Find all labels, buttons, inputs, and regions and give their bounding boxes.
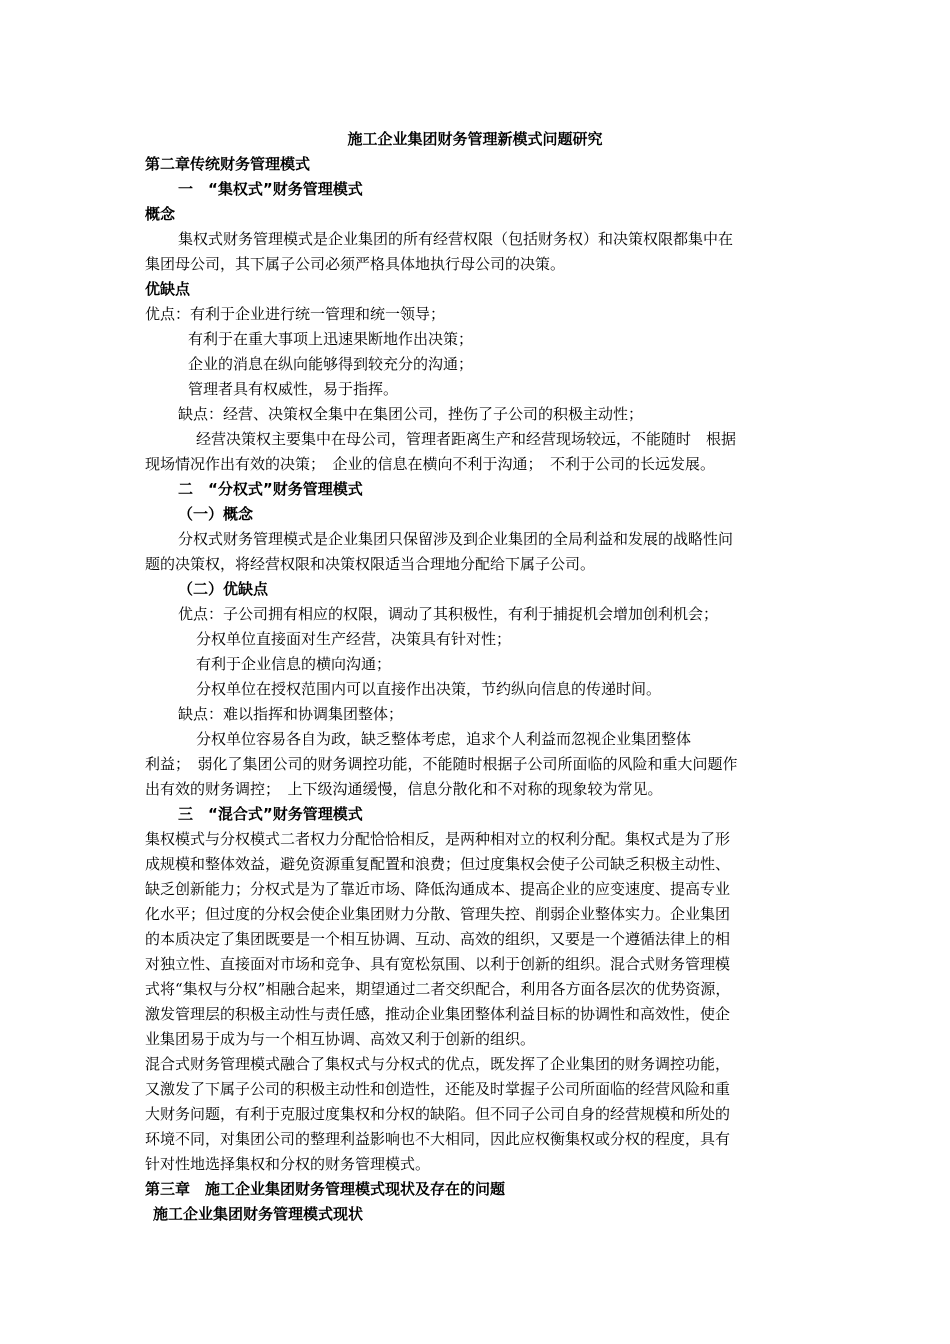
paragraph-line: 缺点：经营、决策权全集中在集团公司，挫伤了子公司的积极主动性；: [178, 405, 644, 423]
paragraph-line: 的本质决定了集团既要是一个相互协调、互动、高效的组织，又要是一个遵循法律上的相: [145, 930, 731, 948]
paragraph-line: 大财务问题，有利于克服过度集权和分权的缺陷。但不同子公司自身的经营规模和所处的: [145, 1105, 731, 1123]
paragraph-line: 现场情况作出有效的决策； 企业的信息在横向不利于沟通； 不利于公司的长远发展。: [145, 455, 716, 473]
chapter-3-heading: 第三章 施工企业集团财务管理模式现状及存在的问题: [145, 1180, 506, 1198]
paragraph-line: 混合式财务管理模式融合了集权式与分权式的优点，既发挥了企业集团的财务调控功能，: [145, 1055, 731, 1073]
paragraph-line: 化水平；但过度的分权会使企业集团财力分散、管理失控、削弱企业整体实力。企业集团: [145, 905, 731, 923]
paragraph-line: 分权单位容易各自为政，缺乏整体考虑，追求个人利益而忽视企业集团整体: [196, 730, 692, 748]
section-2-heading: 二 “分权式”财务管理模式: [178, 480, 363, 498]
paragraph-line: 分权单位直接面对生产经营，决策具有针对性；: [196, 630, 512, 648]
paragraph-line: 集团母公司，其下属子公司必须严格具体地执行母公司的决策。: [145, 255, 566, 273]
section-1-proscons-label: 优缺点: [145, 280, 191, 298]
paragraph-line: 集权模式与分权模式二者权力分配恰恰相反，是两种相对立的权利分配。集权式是为了形: [145, 830, 731, 848]
paragraph-line: 对独立性、直接面对市场和竞争、具有宽松氛围、以利于创新的组织。混合式财务管理模: [145, 955, 731, 973]
paragraph-line: 分权式财务管理模式是企业集团只保留涉及到企业集团的全局利益和发展的战略性问: [178, 530, 734, 548]
paragraph-line: 式将“集权与分权”相融合起来，期望通过二者交织配合，利用各方面各层次的优势资源，: [145, 980, 731, 998]
paragraph-line: 缺乏创新能力；分权式是为了靠近市场、降低沟通成本、提高企业的应变速度、提高专业: [145, 880, 731, 898]
paragraph-line: 利益； 弱化了集团公司的财务调控功能，不能随时根据子公司所面临的风险和重大问题作: [145, 755, 738, 773]
paragraph-line: 优点：有利于企业进行统一管理和统一领导；: [145, 305, 446, 323]
chapter-3-subheading: 施工企业集团财务管理模式现状: [153, 1205, 364, 1223]
section-1-heading: 一 “集权式”财务管理模式: [178, 180, 363, 198]
paragraph-line: 出有效的财务调控； 上下级沟通缓慢，信息分散化和不对称的现象较为常见。: [145, 780, 663, 798]
paragraph-line: 管理者具有权威性，易于指挥。: [188, 380, 399, 398]
paragraph-line: 企业的消息在纵向能够得到较充分的沟通；: [188, 355, 474, 373]
paragraph-line: 经营决策权主要集中在母公司，管理者距离生产和经营现场较远，不能随时 根据: [196, 430, 737, 448]
chapter-2-heading: 第二章传统财务管理模式: [145, 155, 311, 173]
paragraph-line: 有利于在重大事项上迅速果断地作出决策；: [188, 330, 474, 348]
paragraph-line: 有利于企业信息的横向沟通；: [196, 655, 392, 673]
paragraph-line: 成规模和整体效益，避免资源重复配置和浪费；但过度集权会使子公司缺乏积极主动性、: [145, 855, 731, 873]
paragraph-line: 优点：子公司拥有相应的权限，调动了其积极性，有利于捕捉机会增加创利机会；: [178, 605, 719, 623]
paragraph-line: 业集团易于成为与一个相互协调、高效又利于创新的组织。: [145, 1030, 536, 1048]
paragraph-line: 缺点：难以指挥和协调集团整体；: [178, 705, 404, 723]
paragraph-line: 分权单位在授权范围内可以直接作出决策，节约纵向信息的传递时间。: [196, 680, 662, 698]
section-2-concept-label: （一）概念: [178, 505, 254, 523]
section-2-proscons-label: （二）优缺点: [178, 580, 269, 598]
paragraph-line: 激发管理层的积极主动性与责任感，推动企业集团整体利益目标的协调性和高效性，使企: [145, 1005, 731, 1023]
section-3-heading: 三 “混合式”财务管理模式: [178, 805, 363, 823]
paragraph-line: 题的决策权，将经营权限和决策权限适当合理地分配给下属子公司。: [145, 555, 596, 573]
paragraph-line: 又激发了下属子公司的积极主动性和创造性，还能及时掌握子公司所面临的经营风险和重: [145, 1080, 731, 1098]
document-title: 施工企业集团财务管理新模式问题研究: [347, 130, 603, 148]
paragraph-line: 环境不同，对集团公司的整理利益影响也不大相同，因此应权衡集权或分权的程度，具有: [145, 1130, 731, 1148]
paragraph-line: 集权式财务管理模式是企业集团的所有经营权限（包括财务权）和决策权限都集中在: [178, 230, 734, 248]
paragraph-line: 针对性地选择集权和分权的财务管理模式。: [145, 1155, 431, 1173]
section-1-concept-label: 概念: [145, 205, 176, 223]
